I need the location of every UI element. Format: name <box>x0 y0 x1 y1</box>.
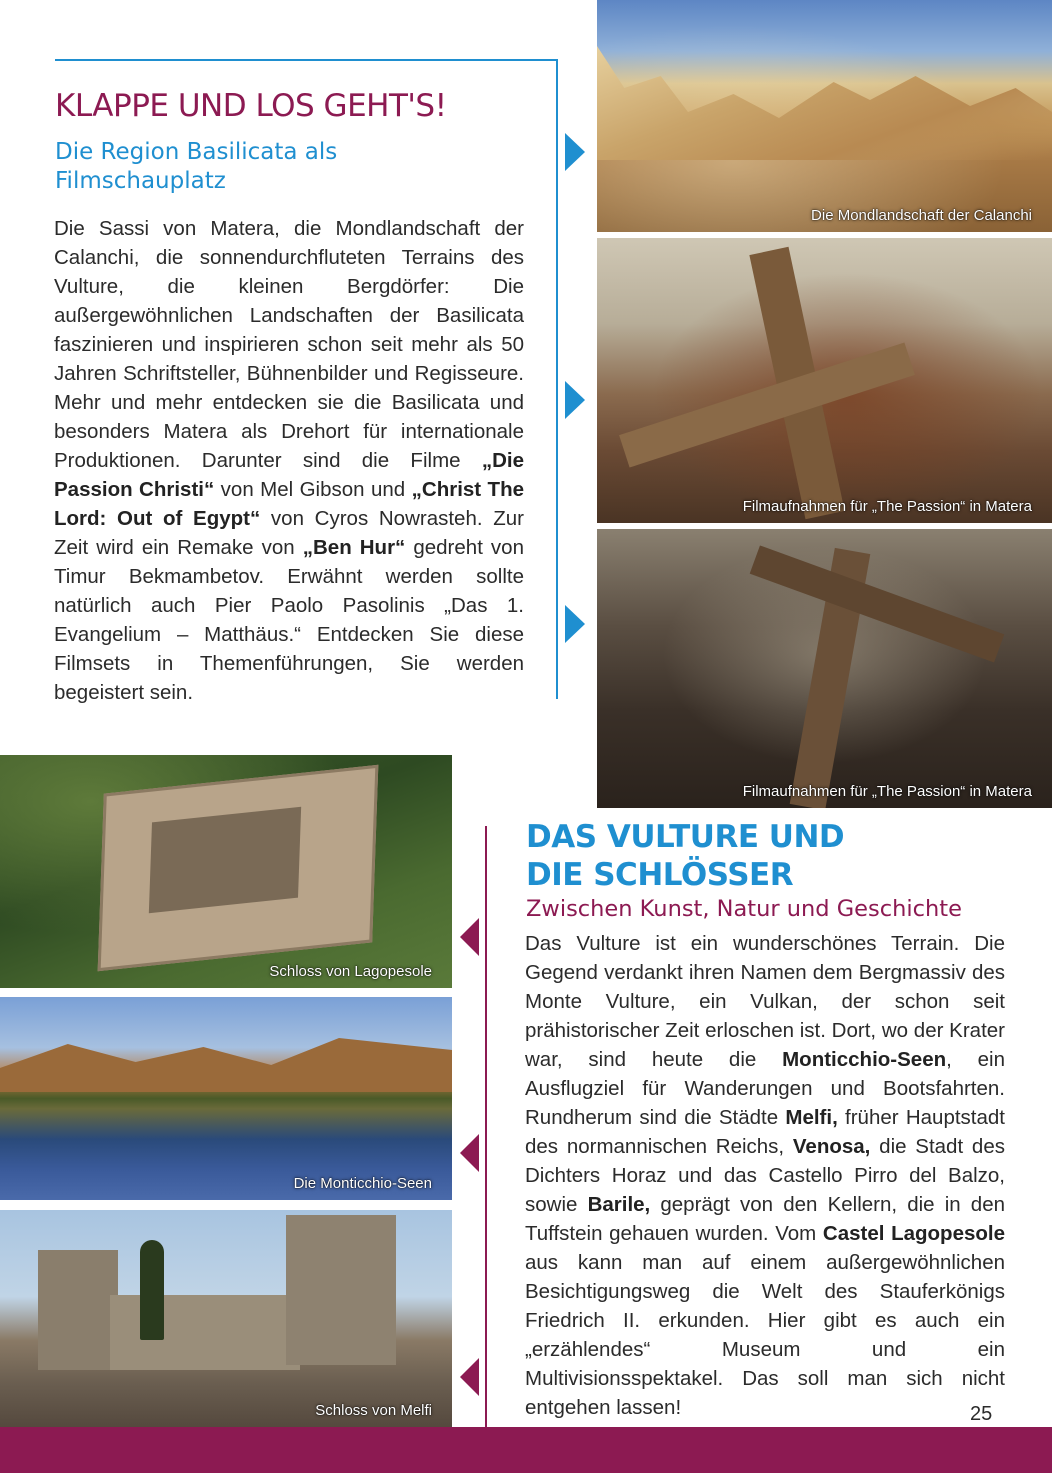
place-name: Melfi, <box>785 1106 838 1129</box>
pointer-triangle-icon <box>460 1134 479 1172</box>
photo-caption: Die Mondlandschaft der Calanchi <box>811 207 1032 224</box>
body-text: früher Hauptstadt des normannischen Reichs, <box>525 1106 1005 1158</box>
photo-monticchio-seen <box>0 997 452 1200</box>
section2-body <box>525 929 1005 1422</box>
photo-melfi <box>0 1210 452 1427</box>
section2-subtitle: Zwischen Kunst, Natur und Geschichte <box>526 896 962 922</box>
body-text: , ein Ausflugziel für Wanderungen und Bootsfahrten. Rundherum sind die Städte <box>525 1048 1005 1129</box>
hills-shape <box>0 1032 452 1092</box>
castle-courtyard-shape <box>149 807 301 914</box>
landscape-ridge <box>597 40 1052 160</box>
pointer-triangle-icon <box>460 918 479 956</box>
photo-caption: Filmaufnahmen für „The Passion“ in Matera <box>742 498 1032 515</box>
section1-frame-right <box>556 59 558 699</box>
body-text: Die Sassi von Matera, die Mondlandschaft der Calanchi, die sonnendurchfluteten Terrains des Vulture, die kleinen Bergdörfer: Die außergewöhnlichen Landschaften der Basilicata faszinieren und inspirieren schon seit mehr als 50 Jahren Schriftsteller, Bühnenbilder und Regisseure. Mehr und mehr entdecken sie die Basilicata und besonders Matera als Drehort für internationale Produktionen. Darunter sind die Filme <box>54 217 524 472</box>
cross-beam-shape <box>750 545 1005 662</box>
section2-title <box>526 818 1006 894</box>
body-text: geprägt von den Kellern, die in den Tuffstein gehauen wurden. Vom <box>525 1193 1005 1245</box>
place-name: Monticchio-Seen <box>782 1048 947 1071</box>
photo-calanchi <box>597 0 1052 232</box>
place-name: Barile, <box>587 1193 651 1216</box>
body-text: von Mel Gibson und <box>214 478 412 501</box>
body-text: gedreht von Timur Bekmambetov. Erwähnt werden sollte natürlich auch Pier Paolo Pasolinis „Das 1. Evangelium – Matthäus.“ Entdecken Sie diese Filmsets in Themenführungen, Sie werden begeistert sein. <box>54 536 524 704</box>
film-title: „Die Passion Christi“ <box>54 449 524 501</box>
pointer-triangle-icon <box>460 1358 479 1396</box>
section2-divider <box>485 826 487 1427</box>
section1-title: KLAPPE UND LOS GEHT'S! <box>55 88 447 124</box>
photo-passion-1 <box>597 238 1052 523</box>
photo-caption: Filmaufnahmen für „The Passion“ in Matera <box>742 783 1032 800</box>
tree-shape <box>140 1240 164 1340</box>
photo-passion-2 <box>597 529 1052 808</box>
wall-shape <box>110 1295 300 1370</box>
photo-caption: Schloss von Lagopesole <box>269 963 432 980</box>
place-name: Castel Lagopesole <box>822 1222 1005 1245</box>
body-text: aus kann man auf einem außergewöhnlichen Besichtigungsweg die Welt des Stauferkönigs Friedrich II. erkunden. Hier gibt es auch ein „erzählendes“ Museum und ein Multivisionsspektakel. Das soll man sich nicht entgehen lassen! <box>525 1251 1005 1419</box>
film-title: „Christ The Lord: Out of Egypt“ <box>54 478 524 530</box>
photo-lagopesole <box>0 755 452 988</box>
place-name: Venosa, <box>792 1135 871 1158</box>
pointer-triangle-icon <box>565 605 585 643</box>
page-number: 25 <box>970 1403 993 1425</box>
photo-caption: Die Monticchio-Seen <box>293 1175 432 1192</box>
cross-beam-shape <box>619 342 915 467</box>
body-text: die Stadt des Dichters Horaz und das Castello Pirro del Balzo, sowie <box>525 1135 1005 1216</box>
body-text: von Cyros Nowrasteh. Zur Zeit wird ein Remake von <box>54 507 524 559</box>
footer-bar <box>0 1427 1052 1473</box>
section1-body <box>54 214 524 707</box>
body-text: Das Vulture ist ein wunderschönes Terrain. Die Gegend verdankt ihren Namen dem Bergmassiv des Monte Vulture, ein Vulkan, der schon seit prähistorischer Zeit erloschen ist. Dort, wo der Krater war, sind heute die <box>525 932 1005 1071</box>
pointer-triangle-icon <box>565 381 585 419</box>
section2-title-line2: DIE SCHLÖSSER <box>526 857 794 893</box>
section1-frame-top <box>55 59 558 61</box>
section2-title-line1: DAS VULTURE UND <box>526 819 845 855</box>
section1-subtitle: Die Region Basilicata als Filmschauplatz <box>55 139 338 194</box>
pointer-triangle-icon <box>565 133 585 171</box>
tower-shape <box>286 1215 396 1365</box>
photo-caption: Schloss von Melfi <box>315 1402 432 1419</box>
film-title: „Ben Hur“ <box>302 536 406 559</box>
tower-shape <box>38 1250 118 1370</box>
